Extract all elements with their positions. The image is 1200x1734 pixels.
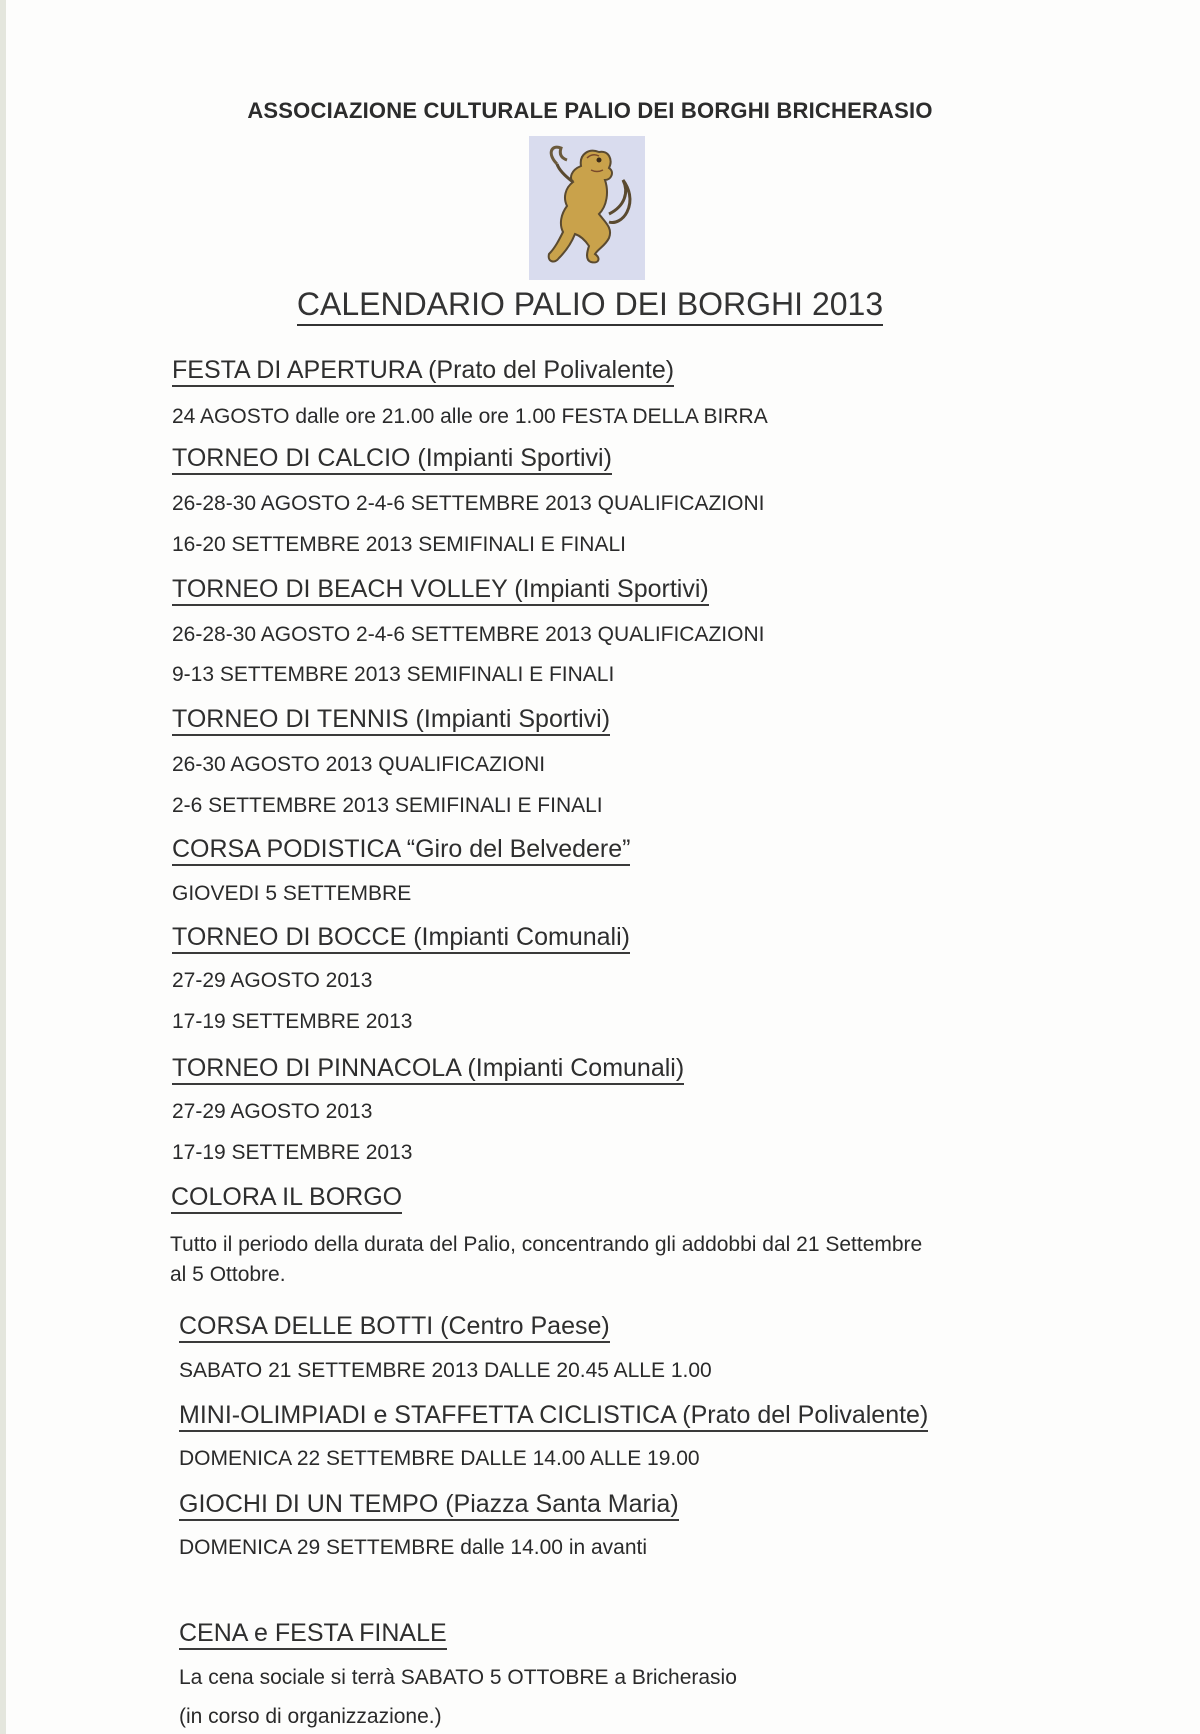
rampant-lion-icon [529,136,645,280]
event-heading-torneo-calcio: TORNEO DI CALCIO (Impianti Sportivi) [172,443,612,475]
event-line: DOMENICA 29 SETTEMBRE dalle 14.00 in avanti [179,1536,648,1559]
event-heading-torneo-bocce: TORNEO DI BOCCE (Impianti Comunali) [172,922,630,954]
event-line: 26-30 AGOSTO 2013 QUALIFICAZIONI [172,753,546,776]
event-line: DOMENICA 22 SETTEMBRE DALLE 14.00 ALLE 19.00 [179,1447,700,1470]
event-line: (in corso di organizzazione.) [179,1705,442,1728]
event-line: 26-28-30 AGOSTO 2-4-6 SETTEMBRE 2013 QUALIFICAZIONI [172,623,765,646]
event-line: 9-13 SETTEMBRE 2013 SEMIFINALI E FINALI [172,663,615,686]
event-line: La cena sociale si terrà SABATO 5 OTTOBRE a Bricherasio [179,1666,737,1689]
event-heading-torneo-tennis: TORNEO DI TENNIS (Impianti Sportivi) [172,704,610,736]
event-line: GIOVEDI 5 SETTEMBRE [172,882,412,905]
event-heading-corsa-botti: CORSA DELLE BOTTI (Centro Paese) [179,1311,610,1343]
event-line: 2-6 SETTEMBRE 2013 SEMIFINALI E FINALI [172,794,603,817]
page-title [0,286,1180,323]
page-edge [0,0,6,1734]
event-heading-corsa-podistica: CORSA PODISTICA “Giro del Belvedere” [172,834,630,866]
event-heading-mini-olimpiadi: MINI-OLIMPIADI e STAFFETTA CICLISTICA (Prato del Polivalente) [179,1400,928,1432]
event-heading-cena-festa-finale: CENA e FESTA FINALE [179,1618,447,1650]
event-heading-torneo-pinnacola: TORNEO DI PINNACOLA (Impianti Comunali) [172,1053,684,1085]
page-title-text: CALENDARIO PALIO DEI BORGHI 2013 [297,286,883,326]
organization-name: ASSOCIAZIONE CULTURALE PALIO DEI BORGHI BRICHERASIO [247,98,933,123]
event-line: 17-19 SETTEMBRE 2013 [172,1010,413,1033]
event-heading-colora-borgo: COLORA IL BORGO [171,1182,402,1214]
event-heading-festa-apertura: FESTA DI APERTURA (Prato del Polivalente) [172,355,674,387]
event-line: SABATO 21 SETTEMBRE 2013 DALLE 20.45 ALLE 1.00 [179,1359,712,1382]
event-heading-beach-volley: TORNEO DI BEACH VOLLEY (Impianti Sportivi) [172,574,709,606]
event-line: 26-28-30 AGOSTO 2-4-6 SETTEMBRE 2013 QUALIFICAZIONI [172,492,765,515]
event-line: 24 AGOSTO dalle ore 21.00 alle ore 1.00 FESTA DELLA BIRRA [172,405,768,428]
event-line: 17-19 SETTEMBRE 2013 [172,1141,413,1164]
event-line: 16-20 SETTEMBRE 2013 SEMIFINALI E FINALI [172,533,626,556]
event-heading-giochi-tempo: GIOCHI DI UN TEMPO (Piazza Santa Maria) [179,1489,679,1521]
event-line: 27-29 AGOSTO 2013 [172,1100,373,1123]
event-paragraph: Tutto il periodo della durata del Palio, concentrando gli addobbi dal 21 Settembre al 5 Ottobre. [170,1233,923,1286]
event-line: 27-29 AGOSTO 2013 [172,969,373,992]
